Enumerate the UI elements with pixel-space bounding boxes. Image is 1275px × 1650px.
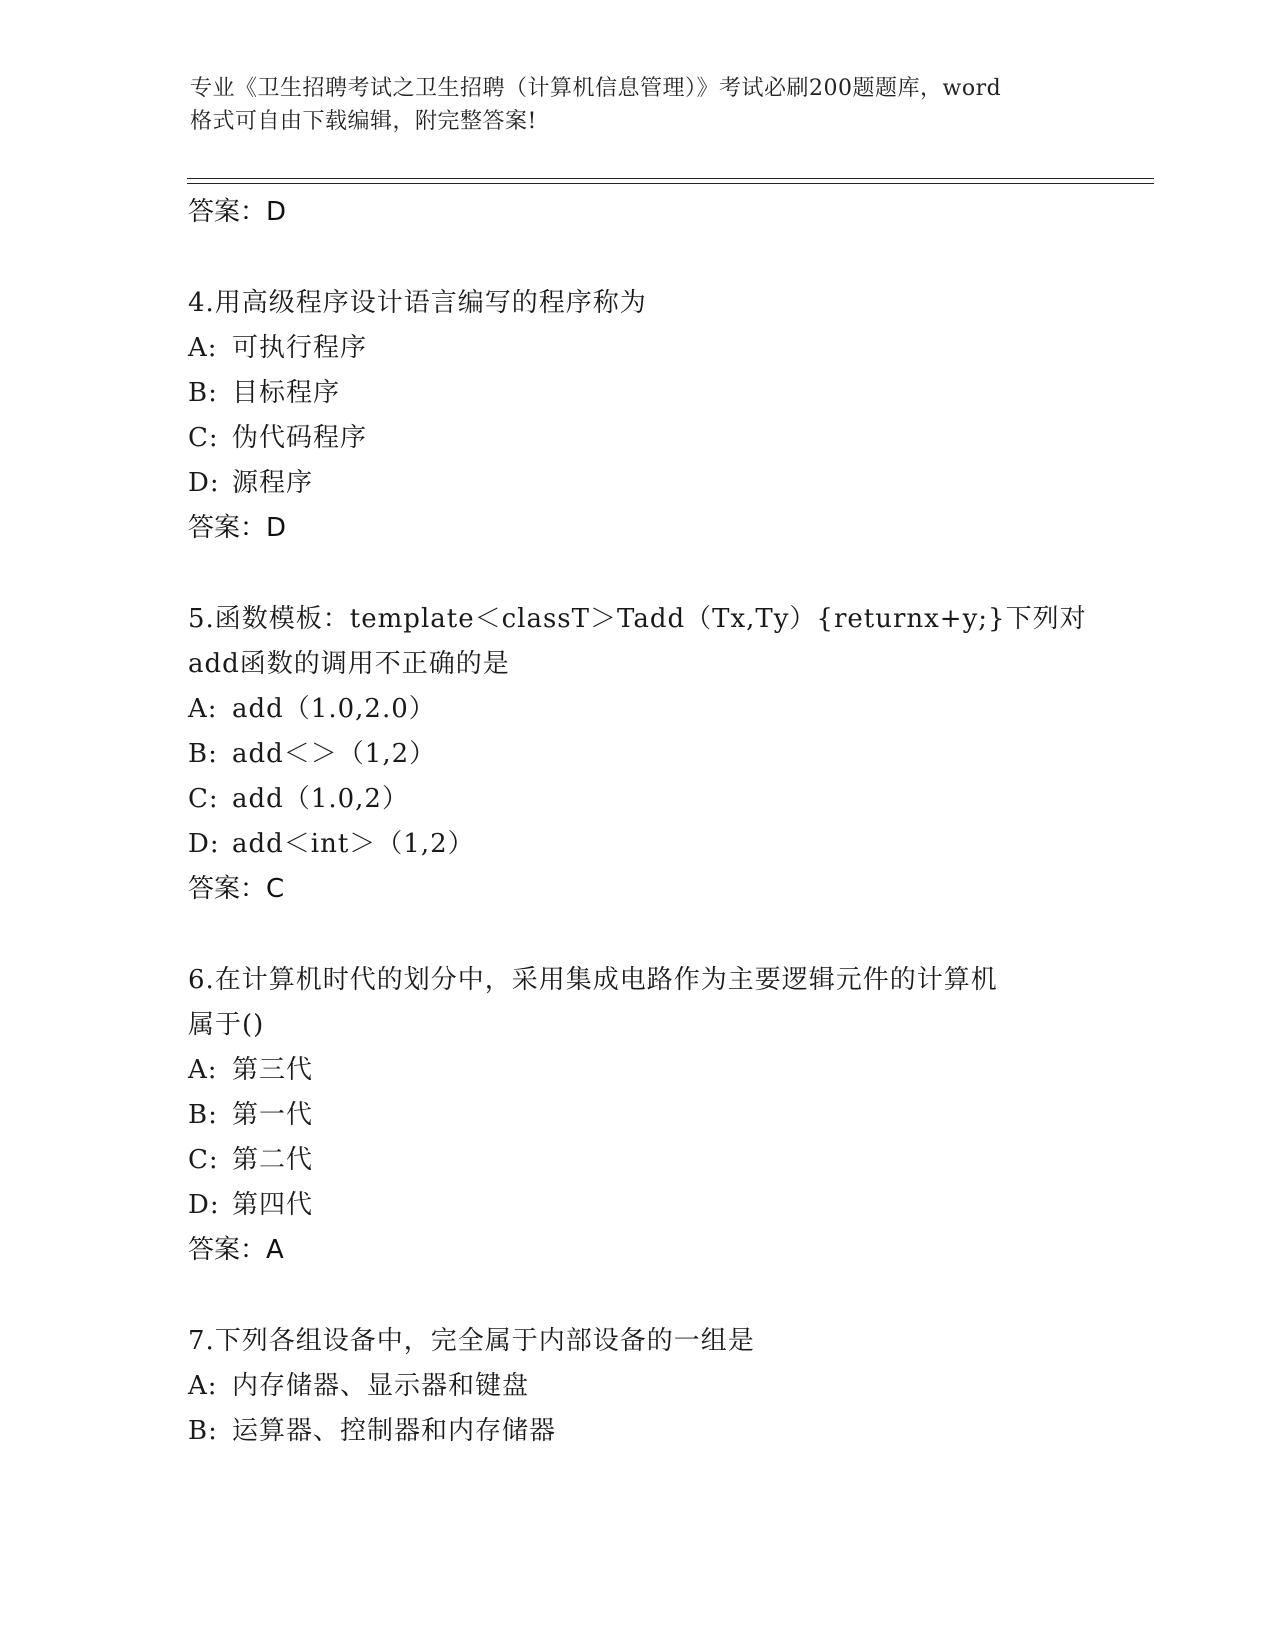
question-stem — [188, 958, 1138, 1048]
option-letter: C: — [188, 1145, 219, 1175]
document-header — [190, 72, 1090, 138]
answer-line: 答案：A — [188, 1235, 284, 1265]
option-c — [188, 416, 1138, 461]
option-text: add（1.0,2） — [232, 784, 409, 814]
option-a — [188, 1364, 1138, 1409]
option-d — [188, 822, 1138, 867]
question-stem — [188, 1319, 1138, 1364]
answer-line: 答案：D — [188, 513, 287, 543]
question-stem-line: 5.函数模板：template＜classT＞Tadd（Tx,Ty）{returnx+y;}下列对 — [188, 604, 1087, 634]
header-divider-top — [187, 178, 1154, 179]
option-letter: C: — [188, 423, 219, 453]
option-letter: A: — [188, 1055, 218, 1085]
question-stem-line: 6.在计算机时代的划分中，采用集成电路作为主要逻辑元件的计算机 — [188, 965, 998, 995]
option-text: add＜int＞（1,2） — [232, 829, 475, 859]
question-7 — [188, 1319, 1138, 1454]
option-text: 运算器、控制器和内存储器 — [232, 1416, 557, 1446]
question-stem-line: add函数的调用不正确的是 — [188, 649, 510, 679]
option-letter: D: — [188, 468, 220, 498]
option-a — [188, 1048, 1138, 1093]
question-stem — [188, 597, 1138, 687]
option-letter: B: — [188, 739, 218, 769]
option-text: 第一代 — [232, 1100, 314, 1130]
option-letter: D: — [188, 829, 220, 859]
option-c — [188, 1138, 1138, 1183]
option-text: 源程序 — [232, 468, 314, 498]
question-list — [188, 190, 1138, 1454]
question-stem — [188, 281, 1138, 326]
question-stem-line: 属于() — [188, 1010, 265, 1040]
option-text: 目标程序 — [232, 378, 341, 408]
option-b — [188, 1093, 1138, 1138]
option-text: add（1.0,2.0） — [232, 694, 436, 724]
option-text: 第二代 — [232, 1145, 314, 1175]
header-line-1: 专业《卫生招聘考试之卫生招聘（计算机信息管理）》考试必刷200题题库，word — [190, 76, 1002, 101]
answer-line: 答案：D — [188, 197, 287, 227]
option-c — [188, 777, 1138, 822]
option-text: 可执行程序 — [232, 333, 368, 363]
question-6 — [188, 958, 1138, 1273]
option-letter: B: — [188, 378, 218, 408]
question-stem-line: 7.下列各组设备中，完全属于内部设备的一组是 — [188, 1326, 755, 1356]
option-text: 第三代 — [232, 1055, 314, 1085]
option-b — [188, 1409, 1138, 1454]
option-letter: A: — [188, 333, 218, 363]
option-b — [188, 732, 1138, 777]
option-b — [188, 371, 1138, 416]
option-text: 第四代 — [232, 1190, 314, 1220]
option-letter: C: — [188, 784, 219, 814]
option-letter: A: — [188, 1371, 218, 1401]
option-letter: B: — [188, 1100, 218, 1130]
question-5 — [188, 597, 1138, 912]
question-stem-line: 4.用高级程序设计语言编写的程序称为 — [188, 288, 647, 318]
option-a — [188, 326, 1138, 371]
option-a — [188, 687, 1138, 732]
option-d — [188, 461, 1138, 506]
answer-line: 答案：C — [188, 874, 285, 904]
question-4 — [188, 281, 1138, 551]
option-letter: A: — [188, 694, 218, 724]
option-text: add＜＞（1,2） — [232, 739, 437, 769]
header-divider-bottom — [187, 183, 1154, 184]
option-text: 内存储器、显示器和键盘 — [232, 1371, 530, 1401]
option-d — [188, 1183, 1138, 1228]
header-line-2: 格式可自由下载编辑，附完整答案! — [190, 109, 537, 134]
option-letter: B: — [188, 1416, 218, 1446]
option-text: 伪代码程序 — [232, 423, 368, 453]
option-letter: D: — [188, 1190, 220, 1220]
